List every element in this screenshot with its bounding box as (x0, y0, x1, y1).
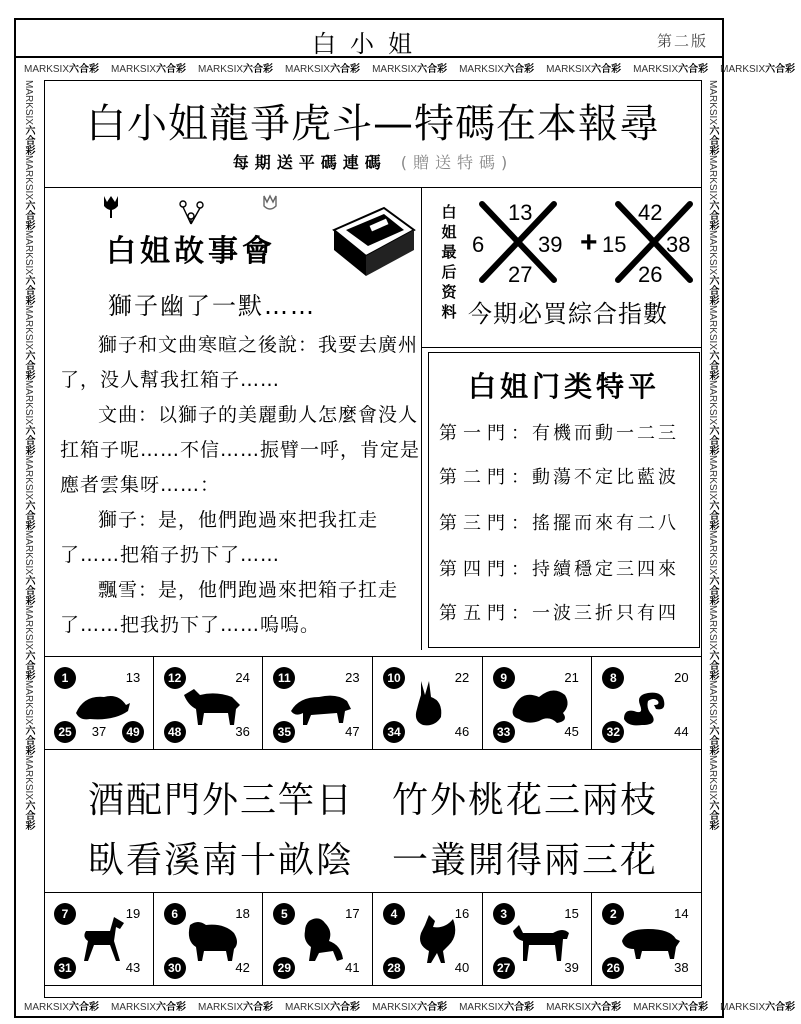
num-left-top: 13 (508, 200, 533, 225)
zodiac-number: 20 (674, 670, 689, 685)
strip-text: MARKSIX六合彩 (23, 605, 34, 681)
zodiac-number: 36 (235, 724, 250, 739)
story-body (60, 328, 422, 643)
zodiac-cell-rabbit (373, 657, 483, 749)
zodiac-number: 49 (122, 721, 144, 743)
zodiac-cell-monkey (263, 893, 373, 985)
strip-text: MARKSIX六合彩 (707, 305, 718, 381)
zodiac-number: 10 (383, 667, 405, 689)
zodiac-number: 18 (235, 906, 250, 921)
gate-row (439, 599, 679, 625)
zodiac-number: 48 (164, 721, 186, 743)
story-heading: 白姐故事會 (106, 234, 276, 269)
zodiac-number: 15 (564, 906, 579, 921)
strip-text: MARKSIX六合彩 (459, 1002, 535, 1013)
strip-text: MARKSIX六合彩 (111, 64, 187, 75)
zodiac-cell-dragon (483, 657, 593, 749)
gate-row (439, 509, 679, 535)
strip-text: MARKSIX六合彩 (23, 155, 34, 231)
strip-text: MARKSIX六合彩 (24, 1002, 100, 1013)
strip-text: MARKSIX六合彩 (546, 1002, 622, 1013)
index-text: 今期必買綜合指數 (468, 300, 668, 328)
zodiac-number: 32 (602, 721, 624, 743)
strip-text: MARKSIX六合彩 (23, 230, 34, 306)
strip-text: MARKSIX六合彩 (633, 64, 709, 75)
gate-row (439, 419, 679, 445)
strip-text: MARKSIX六合彩 (23, 380, 34, 456)
gates-title: 白姐门类特平 (467, 370, 660, 403)
num-left-bottom: 27 (508, 262, 533, 287)
story-paragraph: 獅子：是，他們跑過來把我扛走了……把箱子扔下了…… (60, 509, 379, 566)
zodiac-number: 13 (125, 670, 141, 685)
strip-text: MARKSIX六合彩 (707, 155, 718, 231)
strip-text: MARKSIX六合彩 (707, 380, 718, 456)
zodiac-number: 23 (345, 670, 360, 685)
num-right-left: 15 (602, 232, 627, 257)
zodiac-cell-snake (592, 657, 702, 749)
strip-text: MARKSIX六合彩 (372, 1002, 448, 1013)
zodiac-number: 25 (54, 721, 76, 743)
strip-text: MARKSIX六合彩 (23, 455, 34, 531)
num-left-right: 39 (538, 232, 563, 257)
strip-text: MARKSIX六合彩 (198, 1002, 274, 1013)
story-paragraph: 文曲：以獅子的美麗動人怎麼會没人扛箱子呢……不信……振臂一呼，肯定是應者雲集呀……： (60, 404, 421, 496)
story-title: 獅子幽了一默…… (108, 292, 316, 320)
strip-text: MARKSIX六合彩 (707, 80, 718, 156)
subline-text: 每期送平碼連碼 (232, 153, 387, 172)
index-panel (422, 188, 702, 348)
strip-text: MARKSIX六合彩 (24, 64, 100, 75)
zodiac-number: 6 (164, 903, 186, 925)
zodiac-cell-pig (592, 893, 702, 985)
zodiac-cell-rooster (373, 893, 483, 985)
plus-sign: + (580, 226, 598, 259)
story-paragraph: 飄雪：是，他們跑過來把箱子扛走了……把我扔下了……嗚嗚。 (60, 579, 399, 636)
zodiac-number: 47 (345, 724, 360, 739)
strip-text: MARKSIX六合彩 (23, 305, 34, 381)
zodiac-number: 19 (125, 906, 141, 921)
num-right-right: 38 (666, 232, 691, 257)
strip-text: MARKSIX六合彩 (707, 755, 718, 831)
zodiac-number: 26 (602, 957, 624, 979)
gate-label: 第三門 (439, 513, 511, 534)
num-right-bottom: 26 (638, 262, 663, 287)
zodiac-number: 9 (493, 667, 515, 689)
strip-text: MARKSIX六合彩 (720, 1002, 796, 1013)
num-right-top: 42 (638, 200, 663, 225)
strip-text: MARKSIX六合彩 (198, 64, 274, 75)
strip-text: MARKSIX六合彩 (633, 1002, 709, 1013)
strip-text: MARKSIX六合彩 (372, 64, 448, 75)
zodiac-number: 39 (564, 960, 579, 975)
zodiac-number: 30 (164, 957, 186, 979)
zodiac-number: 12 (164, 667, 186, 689)
zodiac-number: 8 (602, 667, 624, 689)
zodiac-number: 34 (383, 721, 405, 743)
vertical-label: 白姐最后资料 (441, 203, 457, 321)
zodiac-number: 46 (454, 724, 470, 739)
strip-text: MARKSIX六合彩 (707, 455, 718, 531)
gate-value: ：動蕩不定比藍波 (511, 467, 679, 488)
zodiac-number: 27 (493, 957, 515, 979)
gates-panel (428, 352, 700, 648)
subline-faint: (贈送特碼) (400, 153, 514, 172)
gate-label: 第二門 (439, 467, 511, 488)
zodiac-number: 16 (454, 906, 470, 921)
zodiac-number: 45 (564, 724, 579, 739)
poem-line-1: 酒配門外三竿日 竹外桃花三兩枝 (87, 780, 658, 821)
border-strip-top (18, 62, 796, 78)
flower-sprig-icon (174, 196, 210, 226)
zodiac-number: 37 (91, 724, 107, 739)
gate-row (439, 555, 679, 581)
zodiac-cell-rat (44, 657, 154, 749)
zodiac-number: 7 (54, 903, 76, 925)
strip-text: MARKSIX六合彩 (707, 605, 718, 681)
strip-text: MARKSIX六合彩 (285, 1002, 361, 1013)
zodiac-number: 33 (493, 721, 515, 743)
strip-text: MARKSIX六合彩 (707, 230, 718, 306)
zodiac-number: 22 (454, 670, 470, 685)
tulip-small-icon (260, 194, 280, 218)
strip-text: MARKSIX六合彩 (720, 64, 796, 75)
zodiac-number: 5 (273, 903, 295, 925)
border-strip-left (20, 80, 36, 998)
tulip-icon (100, 194, 122, 218)
zodiac-number: 40 (454, 960, 470, 975)
zodiac-number: 31 (54, 957, 76, 979)
zodiac-number: 35 (273, 721, 295, 743)
poem-line-2: 臥看溪南十畝陰 一叢開得兩三花 (87, 840, 658, 881)
strip-text: MARKSIX六合彩 (23, 530, 34, 606)
zodiac-cell-ox (154, 657, 264, 749)
zodiac-number: 21 (564, 670, 579, 685)
zodiac-number: 1 (54, 667, 76, 689)
gate-label: 第五門 (439, 603, 511, 624)
zodiac-number: 41 (345, 960, 360, 975)
border-strip-bottom (18, 1000, 796, 1016)
edition-label: 第二版 (656, 32, 708, 50)
zodiac-cell-goat (154, 893, 264, 985)
zodiac-number: 28 (383, 957, 405, 979)
zodiac-number: 4 (383, 903, 405, 925)
strip-text: MARKSIX六合彩 (285, 64, 361, 75)
zodiac-number: 38 (674, 960, 689, 975)
num-left-left: 6 (472, 232, 485, 257)
gate-label: 第四門 (439, 559, 511, 580)
masthead (16, 20, 722, 58)
gate-value: ：一波三折只有四 (511, 603, 679, 624)
book-icon (326, 200, 418, 280)
crossed-numbers-graphic (468, 194, 698, 290)
strip-text: MARKSIX六合彩 (111, 1002, 187, 1013)
border-strip-right (704, 80, 720, 998)
strip-text: MARKSIX六合彩 (23, 80, 34, 156)
strip-text: MARKSIX六合彩 (707, 680, 718, 756)
zodiac-cell-dog (483, 893, 593, 985)
poem (44, 752, 702, 886)
strip-text: MARKSIX六合彩 (23, 680, 34, 756)
zodiac-number: 3 (493, 903, 515, 925)
strip-text: MARKSIX六合彩 (23, 755, 34, 831)
gate-label: 第一門 (439, 423, 511, 444)
zodiac-cell-horse (44, 893, 154, 985)
strip-text: MARKSIX六合彩 (459, 64, 535, 75)
zodiac-number: 42 (235, 960, 250, 975)
gate-value: ：有機而動一二三 (511, 423, 679, 444)
zodiac-number: 14 (674, 906, 689, 921)
zodiac-number: 43 (125, 960, 141, 975)
zodiac-row-top (44, 656, 702, 750)
headline: 白小姐龍爭虎斗—特碼在本報尋 (86, 101, 660, 147)
strip-text: MARKSIX六合彩 (546, 64, 622, 75)
gate-value: ：搖擺而來有二八 (511, 513, 679, 534)
subline (44, 150, 702, 173)
zodiac-row-bottom (44, 892, 702, 986)
gate-value: ：持續穩定三四來 (511, 559, 679, 580)
zodiac-number: 17 (345, 906, 360, 921)
masthead-title: 白小姐 (312, 30, 426, 58)
zodiac-number: 11 (273, 667, 295, 689)
banner (44, 80, 702, 188)
zodiac-number: 2 (602, 903, 624, 925)
zodiac-number: 29 (273, 957, 295, 979)
strip-text: MARKSIX六合彩 (707, 530, 718, 606)
zodiac-number: 44 (674, 724, 689, 739)
zodiac-cell-tiger (263, 657, 373, 749)
zodiac-number: 24 (235, 670, 250, 685)
story-section (44, 188, 422, 650)
story-paragraph: 獅子和文曲寒暄之後說：我要去廣州了，没人幫我扛箱子…… (60, 334, 419, 391)
gate-row (439, 463, 679, 489)
